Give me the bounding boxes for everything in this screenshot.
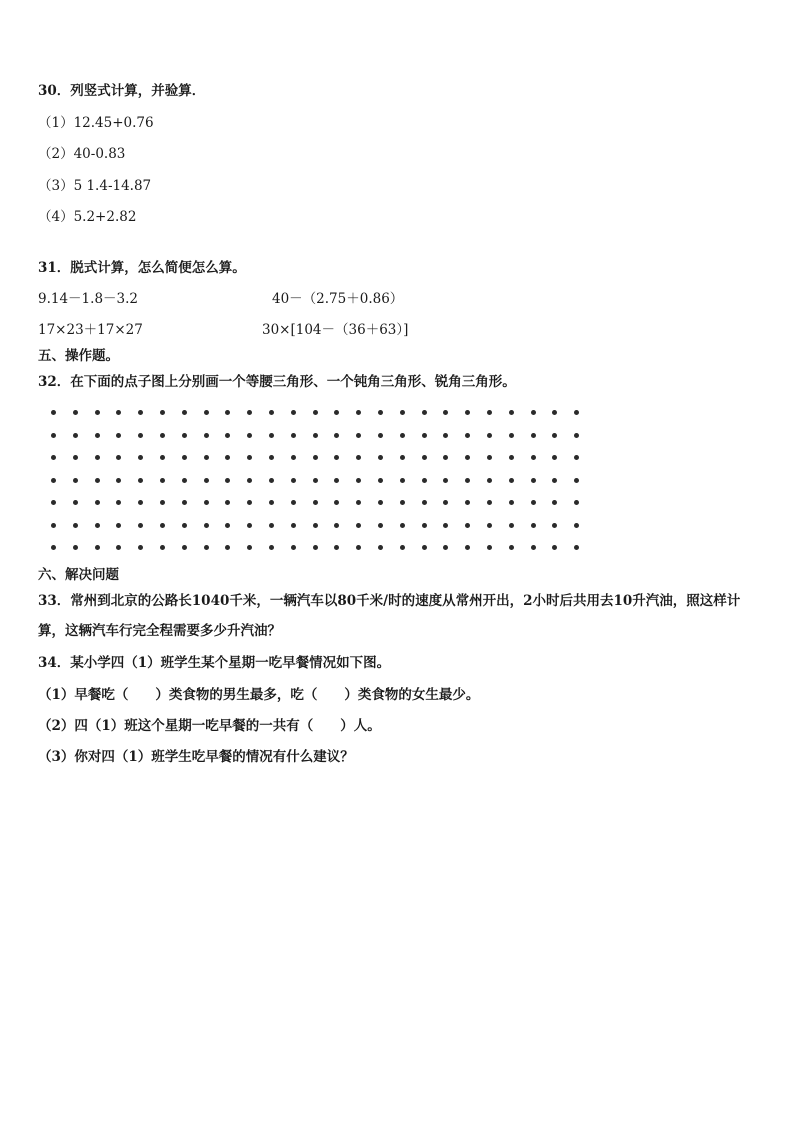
grid-dot xyxy=(204,433,209,438)
grid-dot xyxy=(73,545,78,550)
grid-dot xyxy=(356,478,361,483)
grid-dot xyxy=(400,455,405,460)
grid-dot xyxy=(334,410,339,415)
grid-dot xyxy=(182,478,187,483)
grid-dot xyxy=(509,523,514,528)
grid-dot xyxy=(116,478,121,483)
grid-dot xyxy=(422,455,427,460)
grid-dot xyxy=(269,500,274,505)
grid-dot xyxy=(204,523,209,528)
grid-dot xyxy=(531,433,536,438)
grid-dot xyxy=(443,500,448,505)
grid-dot xyxy=(138,500,143,505)
grid-dot xyxy=(313,545,318,550)
grid-dot xyxy=(247,500,252,505)
grid-dot xyxy=(552,433,557,438)
grid-dot xyxy=(116,545,121,550)
grid-dot xyxy=(487,523,492,528)
q30-item-2: （2）40-0.83 xyxy=(38,146,126,162)
grid-dot xyxy=(487,545,492,550)
grid-dot xyxy=(465,500,470,505)
grid-dot xyxy=(160,478,165,483)
q34-title: 34．某小学四（1）班学生某个星期一吃早餐情况如下图。 xyxy=(38,655,391,671)
grid-dot xyxy=(531,410,536,415)
grid-dot xyxy=(509,433,514,438)
grid-dot xyxy=(269,455,274,460)
grid-dot xyxy=(574,478,579,483)
grid-dot xyxy=(160,410,165,415)
grid-dot xyxy=(313,433,318,438)
grid-dot xyxy=(356,410,361,415)
grid-dot xyxy=(51,433,56,438)
grid-dot xyxy=(51,545,56,550)
grid-dot xyxy=(531,478,536,483)
grid-dot xyxy=(269,433,274,438)
q31-title: 31．脱式计算，怎么简便怎么算。 xyxy=(38,260,246,276)
grid-dot xyxy=(422,410,427,415)
grid-dot xyxy=(95,455,100,460)
grid-dot xyxy=(443,478,448,483)
grid-dot xyxy=(443,433,448,438)
grid-dot xyxy=(182,455,187,460)
grid-dot xyxy=(552,410,557,415)
grid-dot xyxy=(400,410,405,415)
grid-dot xyxy=(204,410,209,415)
grid-dot xyxy=(182,500,187,505)
section-6-title: 六、解决问题 xyxy=(38,567,119,583)
grid-dot xyxy=(356,500,361,505)
grid-dot xyxy=(487,455,492,460)
grid-dot xyxy=(51,410,56,415)
grid-dot xyxy=(356,523,361,528)
grid-dot xyxy=(334,478,339,483)
q30-item-3: （3）5 1.4-14.87 xyxy=(38,178,152,194)
q33-line-1: 33．常州到北京的公路长1040千米，一辆汽车以80千米/时的速度从常州开出，2小时后共用去10升汽油，照这样计 xyxy=(38,593,741,609)
grid-dot xyxy=(400,523,405,528)
grid-dot xyxy=(465,410,470,415)
grid-dot xyxy=(116,455,121,460)
q31-expr-4: 30×[104－（36＋63）] xyxy=(262,322,409,338)
grid-dot xyxy=(378,455,383,460)
grid-dot xyxy=(160,545,165,550)
grid-dot xyxy=(313,523,318,528)
grid-dot xyxy=(465,433,470,438)
grid-dot xyxy=(291,455,296,460)
grid-dot xyxy=(356,455,361,460)
grid-dot xyxy=(73,410,78,415)
grid-dot xyxy=(247,523,252,528)
grid-dot xyxy=(138,478,143,483)
grid-dot xyxy=(574,500,579,505)
grid-dot xyxy=(291,523,296,528)
grid-dot xyxy=(95,523,100,528)
grid-dot xyxy=(204,545,209,550)
grid-dot xyxy=(487,410,492,415)
grid-dot xyxy=(531,500,536,505)
grid-dot xyxy=(51,455,56,460)
grid-dot xyxy=(204,455,209,460)
grid-dot xyxy=(509,500,514,505)
grid-dot xyxy=(465,545,470,550)
grid-dot xyxy=(95,410,100,415)
grid-dot xyxy=(443,410,448,415)
grid-dot xyxy=(51,478,56,483)
q31-expr-3: 17×23＋17×27 xyxy=(38,322,143,338)
grid-dot xyxy=(291,478,296,483)
grid-dot xyxy=(73,523,78,528)
grid-dot xyxy=(247,545,252,550)
grid-dot xyxy=(73,455,78,460)
grid-dot xyxy=(422,523,427,528)
grid-dot xyxy=(531,523,536,528)
grid-dot xyxy=(247,478,252,483)
grid-dot xyxy=(116,410,121,415)
q31-expr-2: 40－（2.75＋0.86） xyxy=(272,291,404,307)
grid-dot xyxy=(269,478,274,483)
grid-dot xyxy=(378,523,383,528)
grid-dot xyxy=(291,500,296,505)
grid-dot xyxy=(400,500,405,505)
grid-dot xyxy=(531,545,536,550)
grid-dot xyxy=(378,478,383,483)
q30-item-1: （1）12.45+0.76 xyxy=(38,115,154,131)
grid-dot xyxy=(334,523,339,528)
grid-dot xyxy=(465,478,470,483)
grid-dot xyxy=(313,500,318,505)
grid-dot xyxy=(443,455,448,460)
q30-item-4: （4）5.2+2.82 xyxy=(38,209,137,225)
grid-dot xyxy=(574,545,579,550)
grid-dot xyxy=(443,523,448,528)
grid-dot xyxy=(531,455,536,460)
grid-dot xyxy=(160,433,165,438)
grid-dot xyxy=(313,478,318,483)
grid-dot xyxy=(334,500,339,505)
grid-dot xyxy=(225,410,230,415)
grid-dot xyxy=(465,455,470,460)
grid-dot xyxy=(160,523,165,528)
section-5-title: 五、操作题。 xyxy=(38,348,119,364)
grid-dot xyxy=(116,523,121,528)
grid-dot xyxy=(116,433,121,438)
grid-dot xyxy=(356,545,361,550)
grid-dot xyxy=(269,545,274,550)
grid-dot xyxy=(73,500,78,505)
grid-dot xyxy=(247,455,252,460)
q34-sub-2: （2）四（1）班这个星期一吃早餐的一共有（ ）人。 xyxy=(38,718,381,734)
grid-dot xyxy=(378,545,383,550)
grid-dot xyxy=(138,523,143,528)
grid-dot xyxy=(356,433,361,438)
grid-dot xyxy=(552,523,557,528)
grid-dot xyxy=(574,523,579,528)
grid-dot xyxy=(95,545,100,550)
grid-dot xyxy=(182,433,187,438)
grid-dot xyxy=(116,500,121,505)
grid-dot xyxy=(269,410,274,415)
grid-dot xyxy=(95,478,100,483)
grid-dot xyxy=(400,478,405,483)
grid-dot xyxy=(574,433,579,438)
grid-dot xyxy=(400,545,405,550)
grid-dot xyxy=(225,433,230,438)
grid-dot xyxy=(313,410,318,415)
grid-dot xyxy=(552,455,557,460)
q32-title: 32．在下面的点子图上分别画一个等腰三角形、一个钝角三角形、锐角三角形。 xyxy=(38,374,516,390)
grid-dot xyxy=(574,410,579,415)
grid-dot xyxy=(51,523,56,528)
grid-dot xyxy=(378,500,383,505)
grid-dot xyxy=(574,455,579,460)
grid-dot xyxy=(182,523,187,528)
grid-dot xyxy=(291,410,296,415)
q30-title: 30．列竖式计算，并验算． xyxy=(38,83,206,99)
grid-dot xyxy=(509,478,514,483)
grid-dot xyxy=(247,410,252,415)
grid-dot xyxy=(204,478,209,483)
q34-sub-3: （3）你对四（1）班学生吃早餐的情况有什么建议？ xyxy=(38,749,354,765)
grid-dot xyxy=(378,433,383,438)
grid-dot xyxy=(313,455,318,460)
grid-dot xyxy=(334,433,339,438)
grid-dot xyxy=(225,455,230,460)
grid-dot xyxy=(182,545,187,550)
grid-dot xyxy=(225,545,230,550)
grid-dot xyxy=(422,478,427,483)
grid-dot xyxy=(443,545,448,550)
grid-dot xyxy=(73,433,78,438)
grid-dot xyxy=(182,410,187,415)
grid-dot xyxy=(422,500,427,505)
grid-dot xyxy=(334,545,339,550)
grid-dot xyxy=(487,433,492,438)
grid-dot xyxy=(487,478,492,483)
grid-dot xyxy=(552,500,557,505)
grid-dot xyxy=(73,478,78,483)
grid-dot xyxy=(138,455,143,460)
q33-line-2: 算，这辆汽车行完全程需要多少升汽油？ xyxy=(38,623,281,639)
grid-dot xyxy=(95,500,100,505)
grid-dot xyxy=(138,433,143,438)
grid-dot xyxy=(509,410,514,415)
grid-dot xyxy=(509,455,514,460)
grid-dot xyxy=(204,500,209,505)
grid-dot xyxy=(400,433,405,438)
grid-dot xyxy=(225,478,230,483)
grid-dot xyxy=(487,500,492,505)
grid-dot xyxy=(334,455,339,460)
grid-dot xyxy=(51,500,56,505)
grid-dot xyxy=(291,545,296,550)
grid-dot xyxy=(160,500,165,505)
grid-dot xyxy=(509,545,514,550)
q31-expr-1: 9.14－1.8－3.2 xyxy=(38,291,138,307)
grid-dot xyxy=(422,433,427,438)
q34-sub-1: （1）早餐吃（ ）类食物的男生最多，吃（ ）类食物的女生最少。 xyxy=(38,687,480,703)
grid-dot xyxy=(269,523,274,528)
grid-dot xyxy=(138,410,143,415)
grid-dot xyxy=(138,545,143,550)
grid-dot xyxy=(422,545,427,550)
grid-dot xyxy=(225,523,230,528)
grid-dot xyxy=(552,478,557,483)
grid-dot xyxy=(225,500,230,505)
grid-dot xyxy=(465,523,470,528)
grid-dot xyxy=(247,433,252,438)
grid-dot xyxy=(552,545,557,550)
grid-dot xyxy=(291,433,296,438)
grid-dot xyxy=(95,433,100,438)
grid-dot xyxy=(160,455,165,460)
grid-dot xyxy=(378,410,383,415)
